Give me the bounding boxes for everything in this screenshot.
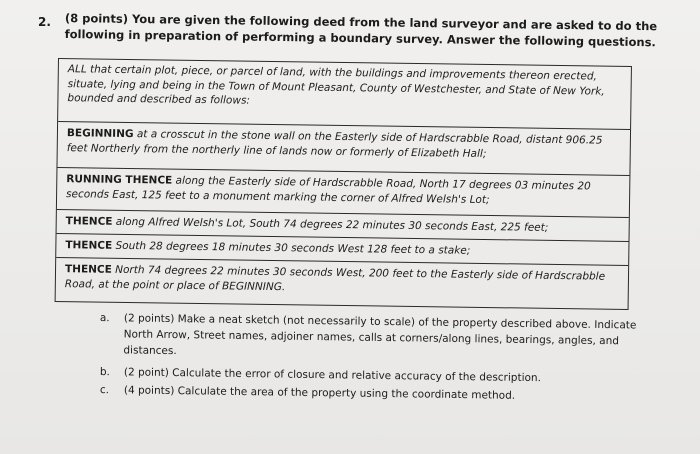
deed-intro-text: ALL that certain plot, piece, or parcel of land, with the buildings and improvements thereon erected, situate, lying and being in the Town of Mount Pleasant, County of Westchester, and State of New York, bounded and described as follows:	[67, 63, 605, 107]
course-text: along Alfred Welsh's Lot, South 74 degrees 22 minutes 30 seconds East, 225 feet;	[112, 215, 549, 234]
course-text: North 74 degrees 22 minutes 30 seconds West, 200 feet to the Easterly side of Hardscrabble Road, at the point or place of BEGINNING.	[64, 263, 606, 293]
course-keyword: THENCE	[65, 215, 113, 228]
subquestion-text: (4 points) Calculate the area of the property using the coordinate method.	[123, 384, 516, 402]
course-keyword: RUNNING THENCE	[66, 173, 173, 187]
course-keyword: THENCE	[65, 239, 113, 252]
deed-intro	[58, 62, 631, 126]
deed-box	[55, 58, 632, 310]
subquestion-label: b.	[99, 365, 110, 379]
deed-course-2	[57, 167, 630, 215]
subquestion-label: c.	[99, 383, 110, 397]
course-keyword: THENCE	[64, 263, 112, 276]
subquestion-text: (2 point) Calculate the error of closure and relative accuracy of the description.	[123, 366, 542, 385]
deed-course-5	[56, 257, 629, 307]
question-header: (8 points) You are given the following deed from the land surveyor and are asked to do the following in preparation of performing a boundary survey. Answer the following questions.	[64, 10, 658, 50]
deed-course-1	[58, 121, 631, 173]
subquestion-a	[99, 310, 660, 366]
course-keyword: BEGINNING	[66, 127, 134, 141]
subquestion-label: a.	[99, 311, 110, 325]
course-text: along the Easterly side of Hardscrabble Road, North 17 degrees 03 minutes 20 seconds East, 125 feet to a monument marking the corner of Alfred Welsh's Lot;	[66, 174, 591, 206]
course-text: South 28 degrees 18 minutes 30 seconds West 128 feet to a stake;	[112, 239, 471, 257]
course-text: at a crosscut in the stone wall on the Easterly side of Hardscrabble Road, distant 906.25 feet Northerly from the northerly line of lands now or formerly of Elizabeth Hall;	[66, 128, 603, 160]
question-number: 2.	[38, 15, 51, 29]
subquestion-text: (2 points) Make a neat sketch (not necessarily to scale) of the property described above. Indicate North Arrow, Street names, adjoiner names, calls at corners/along lines, bearings, angles, and distances.	[123, 312, 637, 358]
